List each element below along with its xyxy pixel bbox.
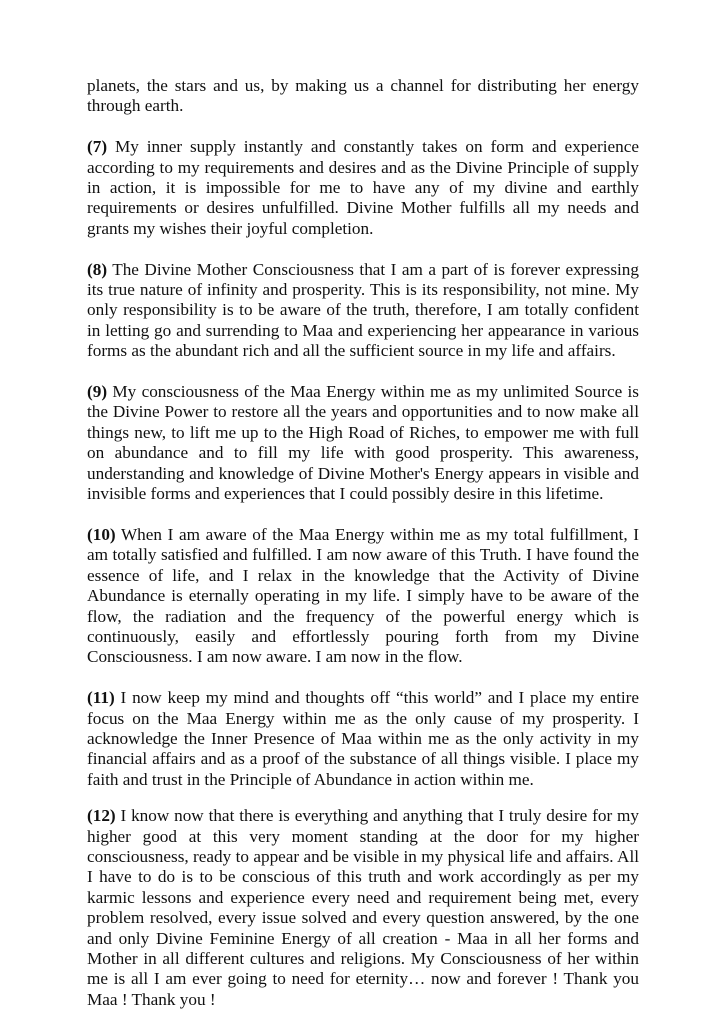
paragraph-9: [87, 382, 639, 504]
document-page: [87, 76, 639, 1031]
paragraph-12: [87, 806, 639, 1010]
paragraph-8: [87, 260, 639, 362]
paragraph-number: (8): [87, 259, 108, 279]
paragraph-11: [87, 688, 639, 790]
paragraph-number: (11): [87, 688, 115, 708]
paragraph-text: When I am aware of the Maa Energy within me as my total fulfillment, I am totally satisfied and fulfilled. I am now aware of this Truth. I have found the essence of life, and I relax in the knowledge that the Activity of Divine Abundance is eternally operating in my life. I simply have to be aware of the flow, the radiation and the frequency of the powerful energy which is continuously, easily and effortlessly pouring forth from my Divine Consciousness. I am now aware. I am now in the flow.: [87, 524, 639, 667]
paragraph-7: [87, 137, 639, 239]
paragraph-number: (9): [87, 382, 108, 402]
paragraph-text: My consciousness of the Maa Energy within me as my unlimited Source is the Divine Power to restore all the years and opportunities and to now make all things new, to lift me up to the High Road of Riches, to empower me with full on abundance and to fill my life with good prosperity. This awareness, understanding and knowledge of Divine Mother's Energy appears in visible and invisible forms and experiences that I could possibly desire in this lifetime.: [87, 382, 639, 504]
paragraph-number: (12): [87, 806, 116, 826]
paragraph-text: I know now that there is everything and anything that I truly desire for my higher good at this very moment standing at the door for my higher consciousness, ready to appear and be visible in my physical life and affairs. All I have to do is to be conscious of this truth and work accordingly as per my karmic lessons and experience every need and requirement being met, every problem resolved, every issue solved and every question answered, by the one and only Divine Feminine Energy of all creation - Maa in all her forms and Mother in all different cultures and religions. My Consciousness of her within me is all I am ever going to need for eternity… now and forever ! Thank you Maa ! Thank you !: [87, 806, 639, 1009]
paragraph-number: (10): [87, 524, 116, 544]
paragraph-continuation: [87, 76, 639, 117]
paragraph-10: [87, 525, 639, 668]
paragraph-text: My inner supply instantly and constantly takes on form and experience according to my requirements and desires and as the Divine Principle of supply in action, it is impossible for me to have any of my divine and earthly requirements or desires unfulfilled. Divine Mother fulfills all my needs and grants my wishes their joyful completion.: [87, 137, 639, 238]
paragraph-text: planets, the stars and us, by making us a channel for distributing her energy through earth.: [87, 76, 639, 116]
paragraph-text: I now keep my mind and thoughts off “this world” and I place my entire focus on the Maa Energy within me as the only cause of my prosperity. I acknowledge the Inner Presence of Maa within me as the only activity in my financial affairs and as a proof of the substance of all things visible. I place my faith and trust in the Principle of Abundance in action within me.: [87, 688, 639, 789]
paragraph-text: The Divine Mother Consciousness that I am a part of is forever expressing its true nature of infinity and prosperity. This is its responsibility, not mine. My only responsibility is to be aware of the truth, therefore, I am totally confident in letting go and surrending to Maa and experiencing her appearance in various forms as the abundant rich and all the sufficient source in my life and affairs.: [87, 259, 639, 361]
paragraph-number: (7): [87, 137, 108, 157]
